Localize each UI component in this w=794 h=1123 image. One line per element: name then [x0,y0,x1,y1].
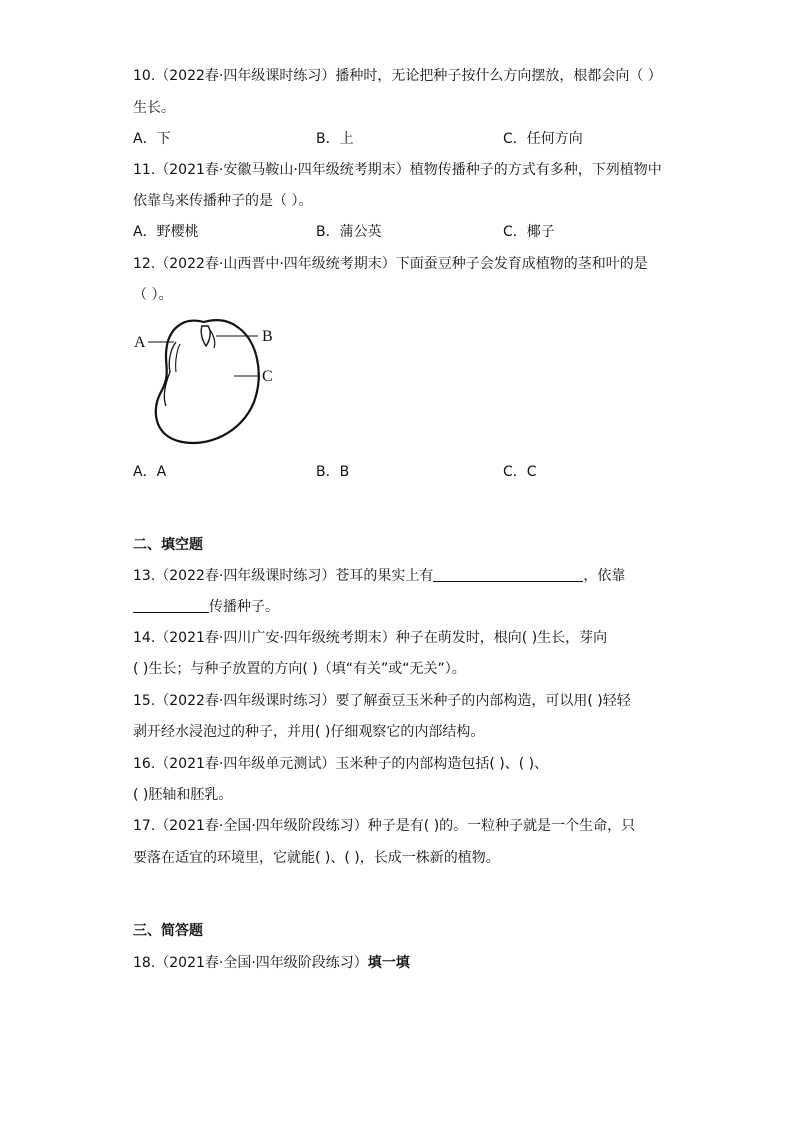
q13-text-b: ，依靠 [583,568,626,584]
section-short-answer-title: 三、简答题 [133,923,203,939]
q14-stem-line1: 14.（2021春·四川广安·四年级统考期末）种子在萌发时，根向( )生长，芽向 [133,630,608,646]
q13-blank-1[interactable] [433,567,583,582]
q12-option-b: B．B [316,464,350,480]
section-fill-in-title: 二、填空题 [133,537,203,553]
label-b: B [262,328,273,345]
q12-option-a: A．A [133,464,167,480]
q13-text-c: 传播种子。 [209,599,279,615]
q18-stem-line1 [133,953,410,973]
q17-stem-line2: 要落在适宜的环境里，它就能( )、( )，长成一株新的植物。 [133,850,500,866]
q10-option-b: B．上 [316,131,354,147]
q11-option-a: A．野樱桃 [133,224,199,240]
q15-stem-line2: 剥开经水浸泡过的种子，并用( )仔细观察它的内部结构。 [133,724,485,740]
q10-stem-line2: 生长。 [133,100,175,116]
q12-option-c: C．C [503,464,537,480]
q13-text-a: 13.（2022春·四年级课时练习）苍耳的果实上有 [133,568,434,584]
q11-option-c: C．椰子 [503,224,555,240]
q11-option-b: B．蒲公英 [316,224,382,240]
label-c: C [262,368,273,385]
q13-stem-line1 [133,566,625,586]
label-a: A [134,334,146,351]
q12-stem-line1: 12.（2022春·山西晋中·四年级统考期末）下面蚕豆种子会发育成植物的茎和叶的是 [133,256,648,272]
q12-stem-line2: （ ）。 [133,287,173,303]
q16-stem-line2: ( )胚轴和胚乳。 [133,787,233,803]
q13-stem-line2 [133,597,279,617]
q15-stem-line1: 15.（2022春·四年级课时练习）要了解蚕豆玉米种子的内部构造，可以用( )轻轻 [133,693,631,709]
q18-bold-title: 填一填 [367,955,410,971]
seed-coat-outline [156,320,259,443]
q11-stem-line2: 依靠鸟来传播种子的是（ ）。 [133,193,313,209]
q11-stem-line1: 11.（2021春·安徽马鞍山·四年级统考期末）植物传播种子的方式有多种，下列植物中 [133,162,662,178]
q13-blank-2[interactable] [133,598,209,613]
q17-stem-line1: 17.（2021春·全国·四年级阶段练习）种子是有( )的。一粒种子就是一个生命，只 [133,818,636,834]
q10-option-c: C．任何方向 [503,131,583,147]
q16-stem-line1: 16.（2021春·四年级单元测试）玉米种子的内部构造包括( )、( )、 [133,756,549,772]
plumule-shape [201,326,210,346]
q14-stem-line2: ( )生长；与种子放置的方向( )（填“有关”或“无关”）。 [133,661,466,677]
broad-bean-seed-diagram [130,310,290,450]
q10-option-a: A．下 [133,131,171,147]
q10-stem-line1: 10.（2022春·四年级课时练习）播种时，无论把种子按什么方向摆放，根都会向（ ） [133,68,662,84]
q18-prefix: 18.（2021春·全国·四年级阶段练习） [133,955,368,971]
